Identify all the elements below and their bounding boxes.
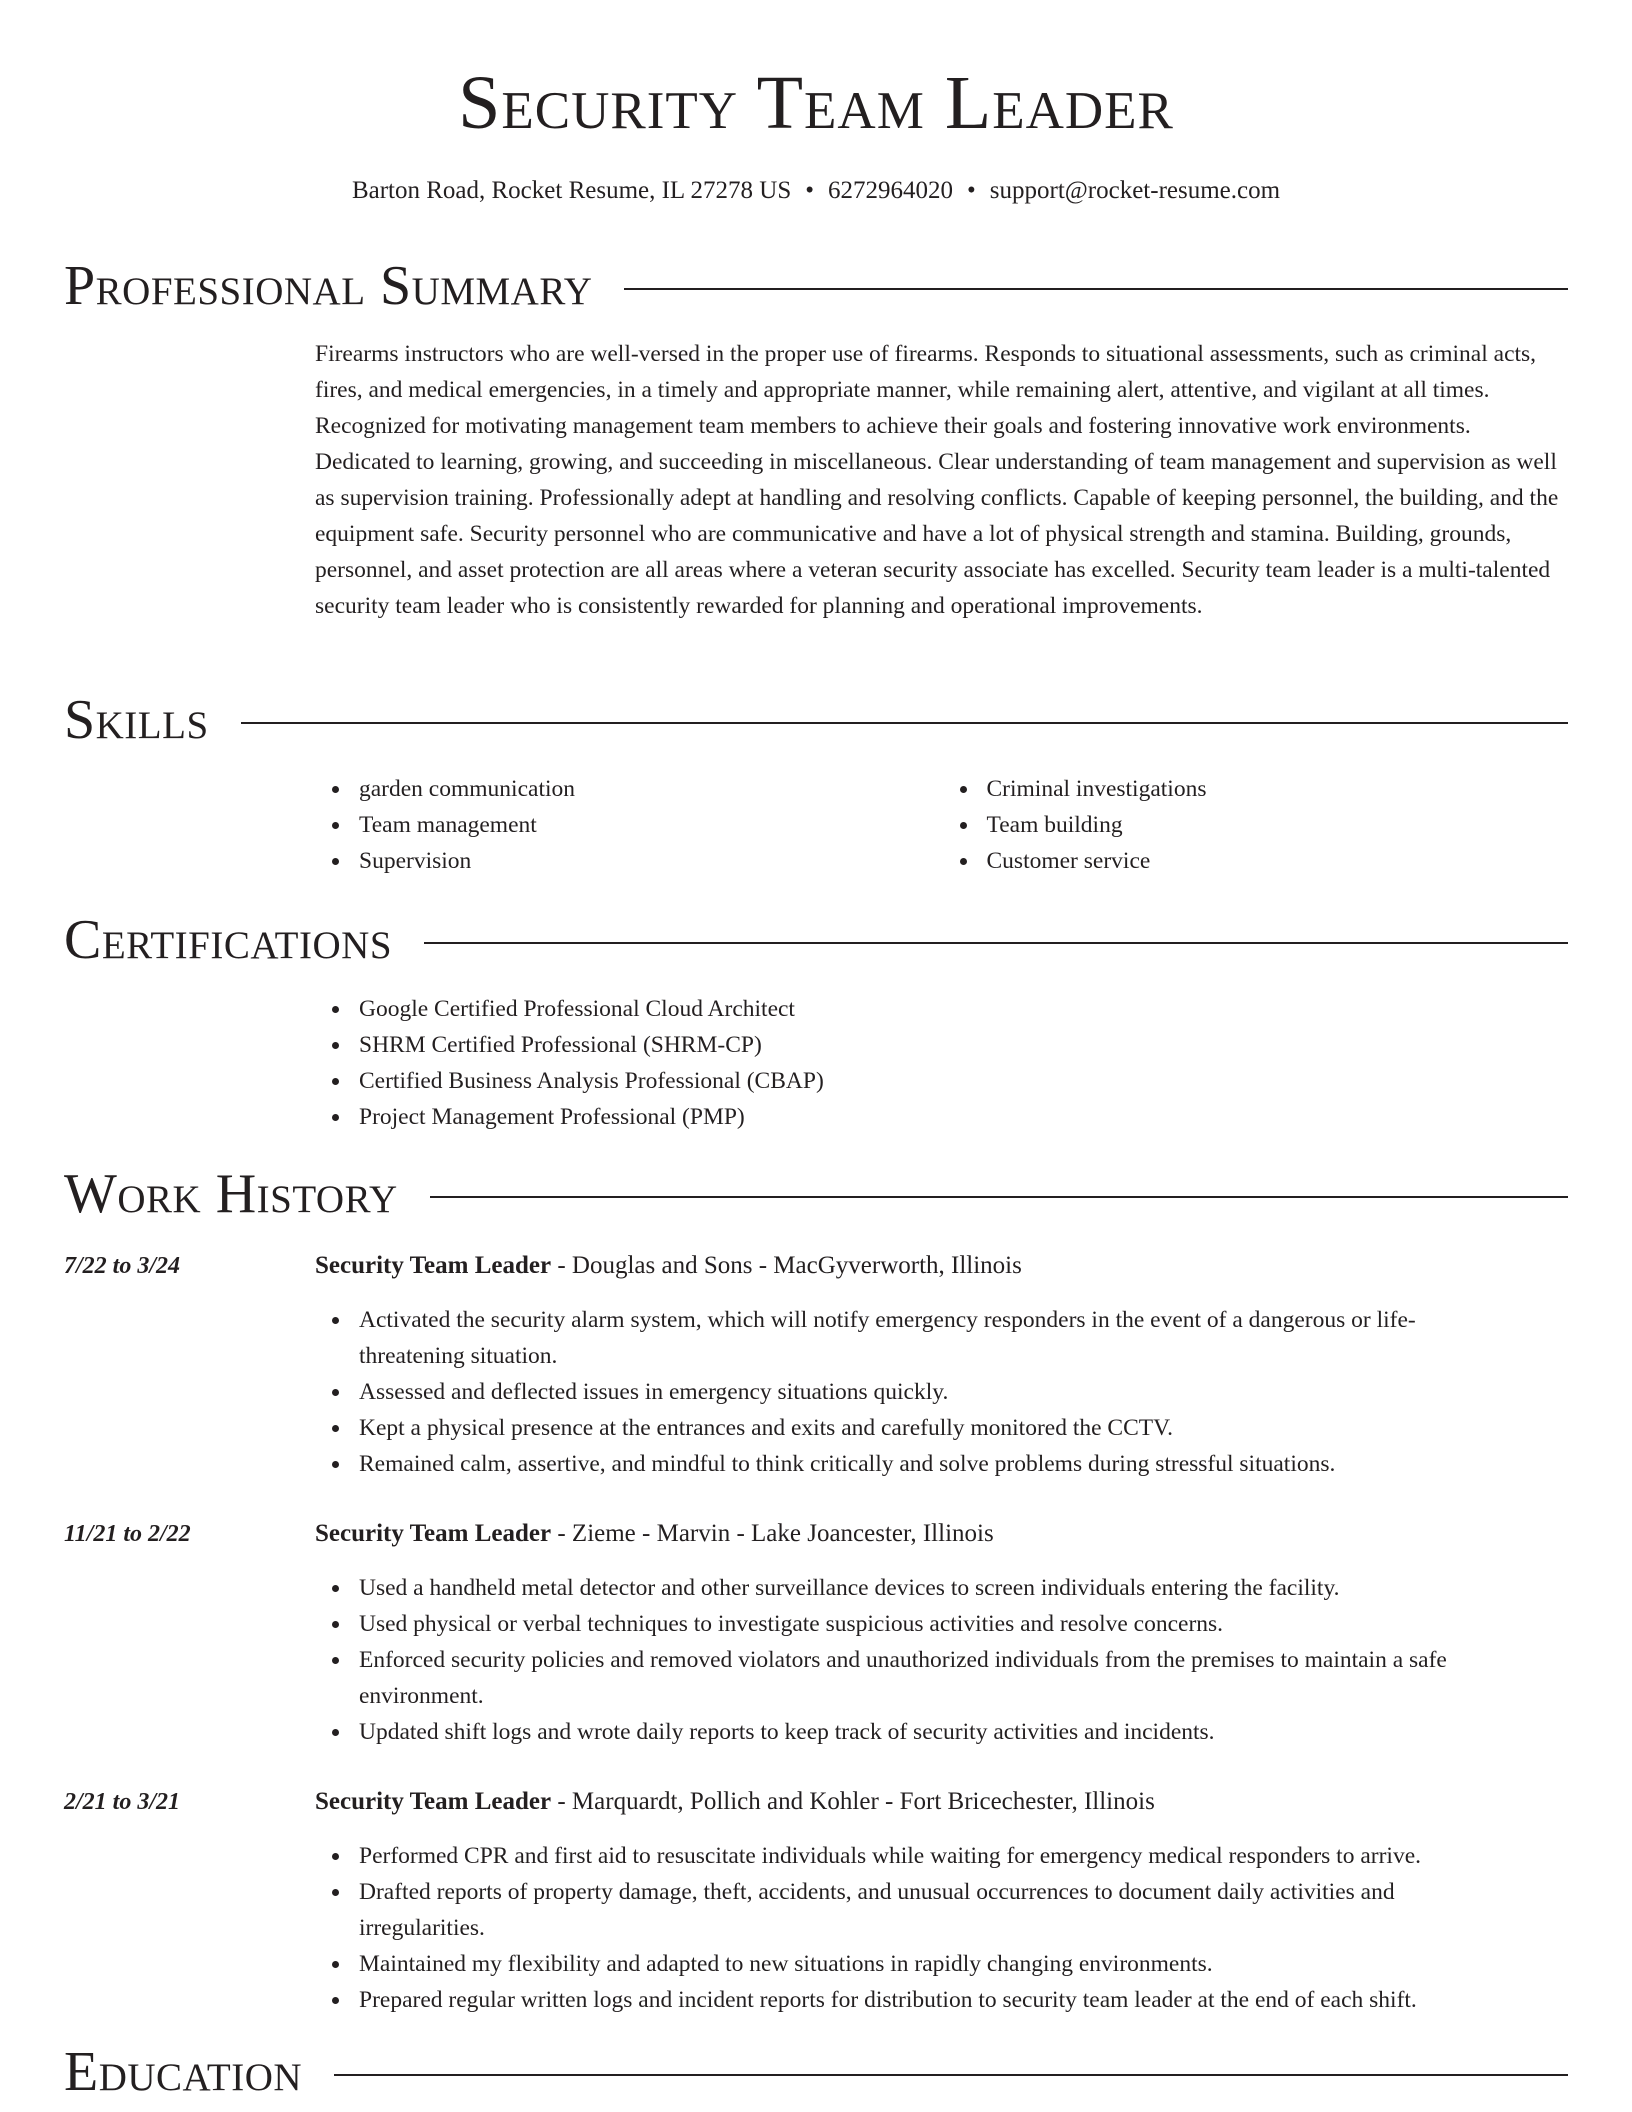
contact-email[interactable]: support@rocket-resume.com [989, 177, 1281, 204]
job-bullet: Used a handheld metal detector and other surveillance devices to screen individuals entering the facility. [359, 1570, 1515, 1606]
job-bullet: Remained calm, assertive, and mindful to think critically and solve problems during stressful situations. [359, 1446, 1515, 1482]
job-bullet: Kept a physical presence at the entrances and exits and carefully monitored the CCTV. [359, 1410, 1515, 1446]
job-heading [315, 1784, 1570, 1820]
summary-text: Firearms instructors who are well-versed in the proper use of firearms. Responds to situational assessments, such as criminal acts, fires, and medical emergencies, in a timely and appropriate manner, while remaining alert, attentive, and vigilant at all times. Recognized for motivating management team members to achieve their goals and fostering innovative work environments. Dedicated to learning, growing, and succeeding in miscellaneous. Clear understanding of team management and supervision as well as supervision training. Professionally adept at handling and resolving conflicts. Capable of keeping personnel, the building, and the equipment safe. Security personnel who are communicative and have a lot of physical strength and stamina. Building, grounds, personnel, and asset protection are all areas where a veteran security associate has excelled. Security team leader is a multi-talented security team leader who is consistently rewarded for planning and operational improvements. [315, 341, 1559, 619]
certifications-list [315, 991, 1570, 1135]
section-divider [241, 722, 1568, 724]
job-heading [315, 1516, 1570, 1552]
summary-section-header [64, 254, 1568, 318]
skills-columns [315, 771, 1570, 879]
job-duties [315, 1570, 1515, 1750]
job-bullet: Enforced security policies and removed violators and unauthorized individuals from the premises to maintain a safe environment. [359, 1642, 1515, 1714]
job-employer: - Marquardt, Pollich and Kohler - Fort Bricechester, Illinois [551, 1788, 1155, 1815]
contact-address: Barton Road, Rocket Resume, IL 27278 US [351, 177, 792, 204]
job-employer: - Douglas and Sons - MacGyverworth, Illinois [551, 1252, 1022, 1279]
skill-item: Criminal investigations [987, 771, 1571, 807]
job-heading [315, 1248, 1570, 1284]
skill-item: Customer service [987, 843, 1571, 879]
section-divider [624, 288, 1568, 290]
job-bullet: Updated shift logs and wrote daily reports to keep track of security activities and incidents. [359, 1714, 1515, 1750]
skill-item: garden communication [359, 771, 943, 807]
skill-item: Supervision [359, 843, 943, 879]
skills-list-right [943, 771, 1571, 879]
job-dates: 11/21 to 2/22 [64, 1521, 191, 1547]
skill-item: Team management [359, 807, 943, 843]
section-heading: Education [64, 2041, 303, 2103]
job-employer: - Zieme - Marvin - Lake Joancester, Illinois [551, 1520, 994, 1547]
section-heading: Professional Summary [64, 255, 593, 317]
skills-list-left [315, 771, 943, 879]
job-title: Security Team Leader [315, 1788, 552, 1815]
section-heading: Skills [64, 689, 209, 751]
certifications-section-header [64, 908, 1568, 972]
job-bullet: Performed CPR and first aid to resuscitate individuals while waiting for emergency medical responders to arrive. [359, 1838, 1515, 1874]
job-bullets [315, 1570, 1515, 1750]
job-bullet: Used physical or verbal techniques to investigate suspicious activities and resolve concerns. [359, 1606, 1515, 1642]
job-title: Security Team Leader [315, 1252, 552, 1279]
certifications-body [315, 991, 1570, 1135]
job-title: Security Team Leader [315, 1520, 552, 1547]
skills-section-header [64, 688, 1568, 752]
job-bullets [315, 1302, 1515, 1482]
summary-body [315, 336, 1570, 624]
skill-item: Team building [987, 807, 1571, 843]
contact-separator: • [967, 177, 976, 204]
work-section-header [64, 1162, 1568, 1226]
resume-name: Security Team Leader [458, 61, 1174, 145]
job-bullets [315, 1838, 1515, 2018]
job-duties [315, 1838, 1515, 2018]
certification-item: Certified Business Analysis Professional (CBAP) [359, 1063, 1570, 1099]
contact-separator: • [805, 177, 814, 204]
job-bullet: Maintained my flexibility and adapted to new situations in rapidly changing environments. [359, 1946, 1515, 1982]
education-section-header [64, 2040, 1568, 2104]
job-bullet: Activated the security alarm system, which will notify emergency responders in the event of a dangerous or life-threatening situation. [359, 1302, 1515, 1374]
job-duties [315, 1302, 1515, 1482]
certification-item: Google Certified Professional Cloud Architect [359, 991, 1570, 1027]
job-bullet: Assessed and deflected issues in emergency situations quickly. [359, 1374, 1515, 1410]
section-divider [430, 1196, 1568, 1198]
section-divider [424, 942, 1568, 944]
job-dates: 2/21 to 3/21 [64, 1789, 181, 1815]
contact-phone: 6272964020 [828, 177, 953, 204]
job-bullet: Drafted reports of property damage, theft, accidents, and unusual occurrences to document daily activities and irregularities. [359, 1874, 1515, 1946]
certification-item: SHRM Certified Professional (SHRM-CP) [359, 1027, 1570, 1063]
job-bullet: Prepared regular written logs and incident reports for distribution to security team leader at the end of each shift. [359, 1982, 1515, 2018]
certification-item: Project Management Professional (PMP) [359, 1099, 1570, 1135]
section-heading: Work History [64, 1163, 398, 1225]
section-heading: Certifications [64, 909, 393, 971]
section-divider [334, 2074, 1568, 2076]
job-dates: 7/22 to 3/24 [64, 1253, 181, 1279]
contact-line [0, 174, 1632, 208]
